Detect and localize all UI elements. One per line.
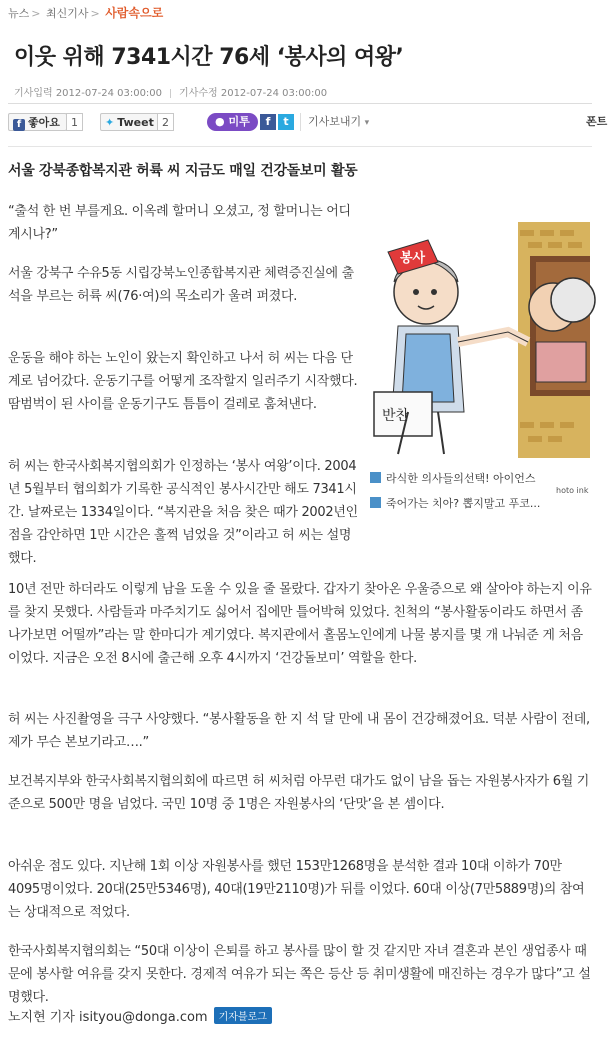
twitter-share-button[interactable]	[278, 113, 294, 131]
article-subtitle: 서울 강북종합복지관 허륙 씨 지금도 매일 건강돌보미 활동	[8, 163, 358, 179]
divider	[300, 113, 301, 131]
breadcrumb-news[interactable]: 뉴스	[8, 7, 30, 20]
twitter-icon: t	[278, 114, 294, 130]
like-button[interactable]	[8, 113, 67, 131]
breadcrumb-current[interactable]: 사람속으로	[105, 6, 164, 20]
photo-caption-1[interactable]	[370, 470, 536, 486]
photo-caption-2[interactable]	[370, 495, 540, 511]
divider	[170, 89, 171, 98]
article-paragraph: 허 씨는 사진촬영을 극구 사양했다. “봉사활동을 한 지 석 달 만에 내 몸이 건강해졌어요. 덕분 사람이 전데, 제가 무슨 본보기라고….”	[8, 712, 590, 750]
article-byline	[8, 1006, 272, 1025]
box-label: 반찬	[382, 408, 410, 424]
article-paragraph: 한국사회복지협의회는 “50대 이상이 은퇴를 하고 봉사를 많이 할 것 같지만 자녀 결혼과 본인 생업종사 때문에 봉사할 여유를 갖지 못한다. 경제적 여유가 되는 쪽은 등산 등 취미생활에 매진하는 경우가 많다”고 설명했다.	[8, 944, 591, 1005]
breadcrumb-latest[interactable]: 최신기사	[45, 7, 89, 20]
reporter-blog-button[interactable]: 기자블로그	[214, 1007, 272, 1024]
twitter-bird-icon: ✦	[105, 116, 115, 129]
article-paragraph: 보건복지부와 한국사회복지협의회에 따르면 허 씨처럼 아무런 대가도 없이 남을 돕는 자원봉사자가 6월 기준으로 500만 명을 넘었다. 국민 10명 중 1명은 자원봉사의 ‘단맛’을 본 셈이다.	[8, 774, 590, 812]
tweet-count: 2	[157, 113, 174, 131]
article-title: 이웃 위해 7341시간 76세 ‘봉사의 여왕’	[14, 45, 404, 70]
facebook-share-button[interactable]	[260, 113, 276, 131]
article-paragraph: 서울 강북구 수유5동 시립강북노인종합복지관 체력증진실에 출석을 부르는 허륙 씨(76·여)의 목소리가 울려 퍼졌다.	[8, 266, 354, 304]
reporter-info: 노지현 기자 isityou@donga.com	[8, 1010, 208, 1025]
divider	[8, 146, 592, 147]
facebook-icon: f	[260, 114, 276, 130]
chevron-right-icon: >	[31, 7, 41, 20]
input-date: 기사입력 2012-07-24 03:00:00	[14, 88, 163, 99]
chevron-down-icon: ▾	[364, 118, 370, 128]
like-label: 좋아요	[28, 116, 60, 129]
caption-text: 라식한 의사들의선택! 아이언스	[386, 472, 536, 485]
article-paragraph: 운동을 해야 하는 노인이 왔는지 확인하고 나서 허 씨는 다음 단계로 넘어갔다. 운동기구를 어떻게 조작할지 일러주기 시작했다. 땀범벅이 된 사이를 운동기구도 틈틈이 걸레로 훔쳐낸다.	[8, 351, 358, 412]
like-count: 1	[66, 113, 83, 131]
article-paragraph: 아쉬운 점도 있다. 지난해 1회 이상 자원봉사를 했던 153만1268명을 분석한 결과 10대 이하가 70만4095명이었다. 20대(25만5346명), 40대(19만2110명)가 뒤를 이었다. 60대 이상(7만5889명)의 참여는 상대적으로 적었다.	[8, 859, 585, 920]
caption-text: 죽어가는 치아? 뽑지말고 푸코...	[386, 497, 541, 510]
bag-label: 봉사	[400, 251, 426, 266]
chevron-right-icon: >	[90, 7, 100, 20]
breadcrumb	[8, 4, 163, 21]
bullet-icon	[370, 497, 381, 508]
send-article-button[interactable]	[308, 113, 369, 131]
metoo-button[interactable]	[207, 113, 258, 131]
edit-date: 기사수정 2012-07-24 03:00:00	[179, 88, 328, 99]
tweet-button[interactable]	[100, 113, 161, 131]
share-toolbar	[8, 113, 608, 133]
article-paragraph: 10년 전만 하더라도 이렇게 남을 도울 수 있을 줄 몰랐다. 갑자기 찾아온 우울증으로 왜 살아야 하는지 이유를 찾지 못했다. 사람들과 마주치기도 싫어서 집에만 틀어박혀 있었다. 친척의 “봉사활동이라도 하면서 좀 나가보면 어떨까”라는 말 한마디가 계기였다. 복지관에서 홀몸노인에게 나물 봉지를 몇 개 나눠준 게 처음이었다. 지금은 오전 8시에 출근해 오후 4시까지 ‘건강돌보미’ 역할을 한다.	[8, 582, 592, 666]
photo-watermark: hoto ink	[556, 486, 589, 495]
facebook-icon: f	[13, 119, 25, 131]
metoo-icon: ●	[215, 115, 225, 128]
illustration-svg	[368, 222, 590, 458]
article-dates	[14, 84, 327, 99]
tweet-label: Tweet	[117, 116, 154, 129]
divider	[8, 103, 592, 104]
article-paragraph: “출석 한 번 부를게요. 이옥례 할머니 오셨고, 정 할머니는 어디 계시나?”	[8, 204, 351, 242]
article-paragraph: 허 씨는 한국사회복지협의회가 인정하는 ‘봉사 여왕’이다. 2004년 5월부터 협의회가 기록한 공식적인 봉사시간만 해도 7341시간. 날짜로는 1334일이다. “복지관을 처음 찾은 때가 2002년인 점을 감안하면 1만 시간은 훌쩍 넘었을 것”이라고 허 씨는 설명했다.	[8, 459, 358, 566]
metoo-label: 미투	[228, 115, 250, 128]
article-illustration	[368, 222, 590, 458]
font-button[interactable]: 폰트	[586, 115, 608, 128]
bullet-icon	[370, 472, 381, 483]
send-label: 기사보내기	[308, 115, 362, 128]
